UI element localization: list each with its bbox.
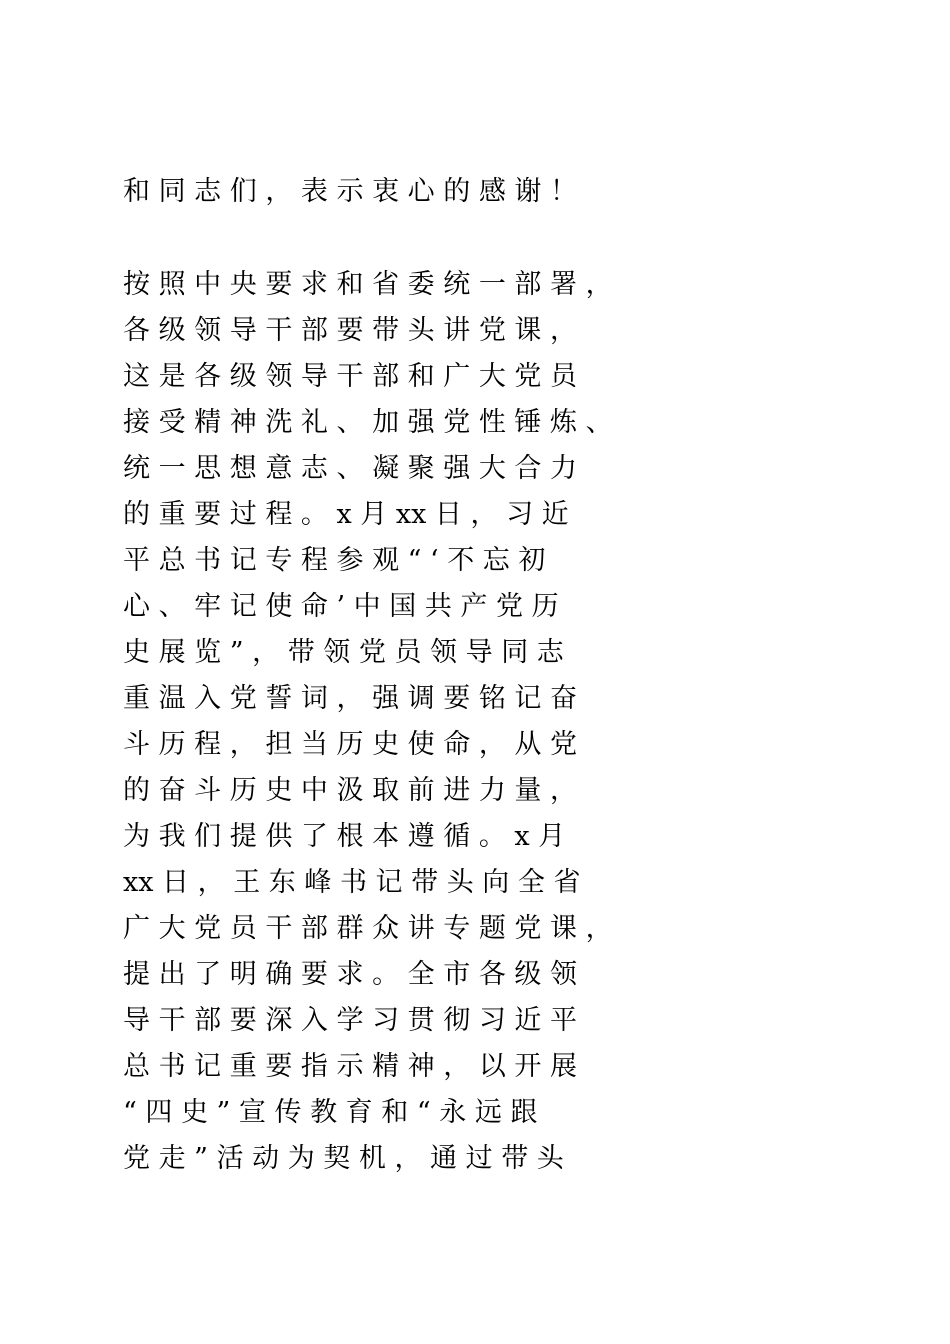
text-line: 重 温 入 党 誓 词 ， 强 调 要 铭 记 奋 [123, 683, 577, 714]
text-line: 导 干 部 要 深 入 学 习 贯 彻 习 近 平 [123, 1005, 577, 1036]
text-line: 斗 历 程 ， 担 当 历 史 使 命 ， 从 党 [123, 729, 577, 760]
text-line: 这 是 各 级 领 导 干 部 和 广 大 党 员 [123, 361, 577, 392]
text-line: 和 同 志 们 ， 表 示 衷 心 的 感 谢 ！ [123, 176, 577, 207]
text-line: “ 四 史 ” 宣 传 教 育 和 “ 永 远 跟 [123, 1097, 538, 1128]
text-line: xx 日 ， 王 东 峰 书 记 带 头 向 全 省 [123, 867, 581, 898]
text-line: 党 走 ” 活 动 为 契 机 ， 通 过 带 头 [123, 1143, 564, 1174]
text-line: 各 级 领 导 干 部 要 带 头 讲 党 课 ， [123, 315, 577, 346]
text-line: 心 、 牢 记 使 命 ’ 中 国 共 产 党 历 [123, 591, 559, 622]
text-line: 接 受 精 神 洗 礼 、 加 强 党 性 锤 炼 、 [123, 407, 613, 438]
text-line: 的 奋 斗 历 史 中 汲 取 前 进 力 量 ， [123, 775, 577, 806]
text-line: 广 大 党 员 干 部 群 众 讲 专 题 党 课 ， [123, 913, 613, 944]
text-line: 为 我 们 提 供 了 根 本 遵 循 。 x 月 [123, 821, 566, 852]
text-line: 的 重 要 过 程 。 x 月 xx 日 ， 习 近 [123, 499, 569, 530]
text-line: 按 照 中 央 要 求 和 省 委 统 一 部 署 ， [123, 269, 613, 300]
text-line: 提 出 了 明 确 要 求 。 全 市 各 级 领 [123, 959, 577, 990]
text-line: 平 总 书 记 专 程 参 观 “ ‘ 不 忘 初 [123, 545, 546, 576]
text-line: 总 书 记 重 要 指 示 精 神 ， 以 开 展 [123, 1051, 577, 1082]
text-line: 统 一 思 想 意 志 、 凝 聚 强 大 合 力 [123, 453, 577, 484]
text-line: 史 展 览 ” ， 带 领 党 员 领 导 同 志 [123, 637, 564, 668]
